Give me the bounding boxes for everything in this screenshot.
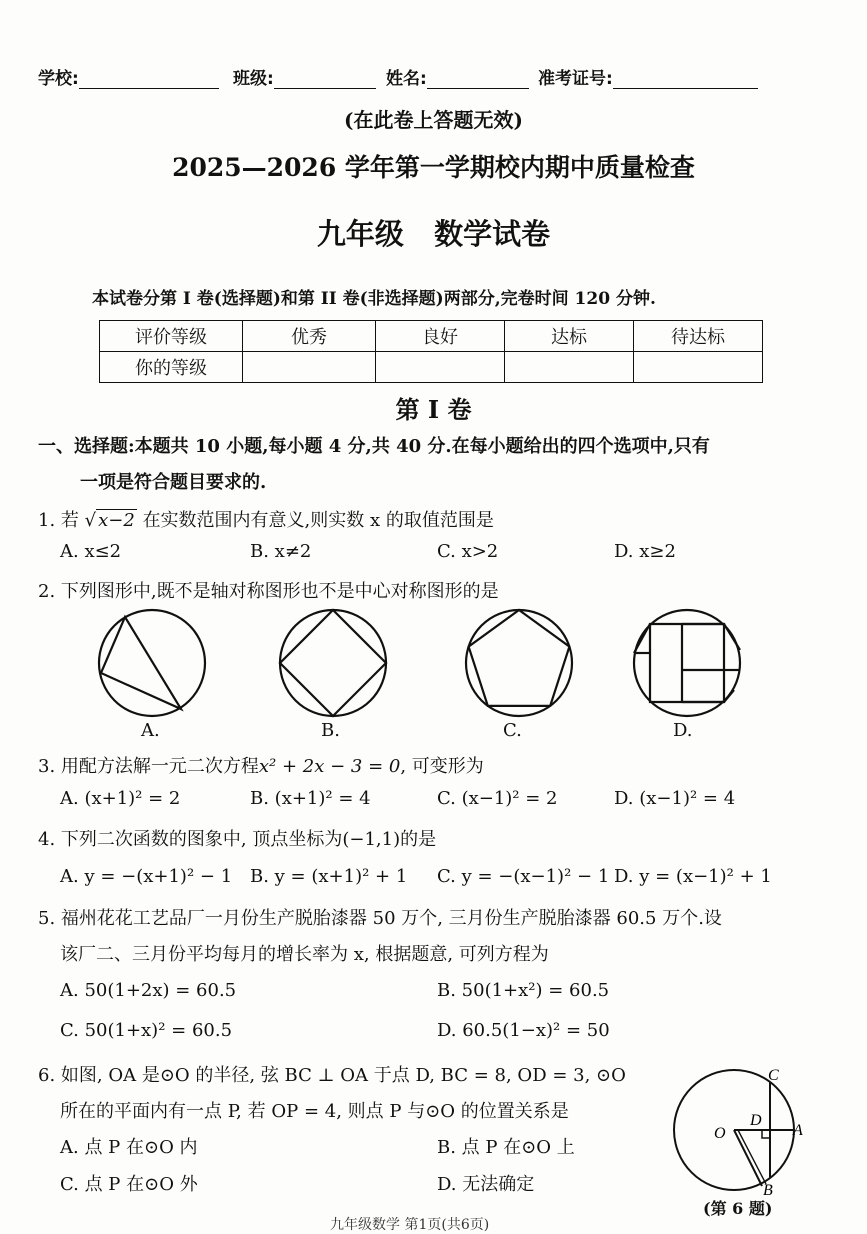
q6-option-b[interactable]: B. 点 P 在⊙O 上 [437,1137,575,1158]
q3-option-b[interactable]: B. (x+1)² = 4 [250,788,371,809]
exam-id-field[interactable] [538,64,758,89]
question-4: 4. 下列二次函数的图象中, 顶点坐标为(−1,1)的是 [38,829,437,850]
q1-option-c[interactable]: C. x>2 [437,541,499,562]
exam-id-label: 准考证号: [538,69,613,89]
q4-option-d[interactable]: D. y = (x−1)² + 1 [614,866,772,887]
q3-stem-pre: 3. 用配方法解一元二次方程 [38,756,259,777]
class-field[interactable] [233,64,376,89]
q2-label-a: A. [141,720,160,741]
q2-label-c: C. [503,720,522,741]
school-label: 学校: [38,69,79,89]
q3-stem-post: , 可变形为 [400,756,484,777]
q1-pre: 若 [60,510,79,531]
q2-label-d: D. [673,720,693,741]
school-field[interactable] [38,64,219,89]
q2-figure-b[interactable] [278,608,388,718]
q6-option-c[interactable]: C. 点 P 在⊙O 外 [60,1174,198,1195]
grade-header-cell: 评价等级 [100,321,243,352]
q2-figure-d[interactable] [632,608,742,718]
q2-figure-a[interactable] [97,608,207,718]
q1-option-d[interactable]: D. x≥2 [614,541,676,562]
notice: (在此卷上答题无效) [344,108,523,132]
exam-subtitle: 九年级 数学试卷 [316,217,551,251]
grade-header-cell: 达标 [505,321,634,352]
point-a-label: A [793,1122,803,1139]
grade-header-cell: 优秀 [243,321,376,352]
point-o-label: O [714,1125,726,1142]
q6-option-a[interactable]: A. 点 P 在⊙O 内 [60,1137,198,1158]
sqrt-sign: √ [84,510,97,531]
q1-post: 在实数范围内有意义,则实数 x 的取值范围是 [142,510,494,531]
q5-option-c[interactable]: C. 50(1+x)² = 60.5 [60,1020,233,1041]
grade-table [99,320,763,383]
q3-option-a[interactable]: A. (x+1)² = 2 [60,788,181,809]
q3-option-c[interactable]: C. (x−1)² = 2 [437,788,558,809]
page-footer: 九年级数学 第1页(共6页) [330,1217,490,1233]
question-6-line1: 6. 如图, OA 是⊙O 的半径, 弦 BC ⊥ OA 于点 D, BC = 8, OD = 3, ⊙O [38,1065,626,1086]
q6-caption: (第 6 题) [703,1199,773,1218]
q3-equation: x² + 2x − 3 = 0 [258,756,401,777]
grade-table-row [100,352,763,383]
exam-title: 2025—2026 学年第一学期校内期中质量检查 [172,153,695,182]
grade-row-label: 你的等级 [100,352,243,383]
name-field[interactable] [386,64,529,89]
q1-option-a[interactable]: A. x≤2 [60,541,122,562]
q1-number: 1. [38,510,56,531]
grade-header-cell: 待达标 [634,321,763,352]
name-label: 姓名: [386,69,427,89]
grade-cell[interactable] [376,352,505,383]
q4-option-a[interactable]: A. y = −(x+1)² − 1 [60,866,233,887]
question-3 [38,752,484,778]
q5-option-d[interactable]: D. 60.5(1−x)² = 50 [437,1020,610,1041]
grade-table-header-row [100,321,763,352]
question-5-line1: 5. 福州花花工艺品厂一月份生产脱胎漆器 50 万个, 三月份生产脱胎漆器 60.5 万个.设 [38,908,722,929]
point-d-label: D [750,1112,762,1129]
q4-option-b[interactable]: B. y = (x+1)² + 1 [250,866,408,887]
q2-label-b: B. [321,720,340,741]
q5-option-a[interactable]: A. 50(1+2x) = 60.5 [60,980,237,1001]
point-c-label: C [768,1067,779,1084]
volume-title: 第 I 卷 [395,395,472,424]
class-label: 班级: [233,69,274,89]
question-6-line2: 所在的平面内有一点 P, 若 OP = 4, 则点 P 与⊙O 的位置关系是 [60,1101,569,1122]
q6-option-d[interactable]: D. 无法确定 [437,1174,535,1195]
grade-header-cell: 良好 [376,321,505,352]
section-heading-line2: 一项是符合题目要求的. [80,472,267,493]
question-5-line2: 该厂二、三月份平均每月的增长率为 x, 根据题意, 可列方程为 [60,944,549,965]
q2-figure-c[interactable] [464,608,574,718]
question-2: 2. 下列图形中,既不是轴对称图形也不是中心对称图形的是 [38,581,499,602]
q1-option-b[interactable]: B. x≠2 [250,541,312,562]
grade-cell[interactable] [243,352,376,383]
grade-cell[interactable] [634,352,763,383]
q3-option-d[interactable]: D. (x−1)² = 4 [614,788,736,809]
question-1 [38,506,494,532]
q1-radicand: x−2 [98,510,135,531]
q5-option-b[interactable]: B. 50(1+x²) = 60.5 [437,980,610,1001]
point-b-label: B [763,1182,773,1199]
q6-circle-figure [672,1068,802,1198]
grade-cell[interactable] [505,352,634,383]
intro-text: 本试卷分第 I 卷(选择题)和第 II 卷(非选择题)两部分,完卷时间 120 分钟. [92,289,656,309]
section-heading-line1: 一、选择题:本题共 10 小题,每小题 4 分,共 40 分.在每小题给出的四个选项中,只有 [38,436,710,457]
q4-option-c[interactable]: C. y = −(x−1)² − 1 [437,866,610,887]
